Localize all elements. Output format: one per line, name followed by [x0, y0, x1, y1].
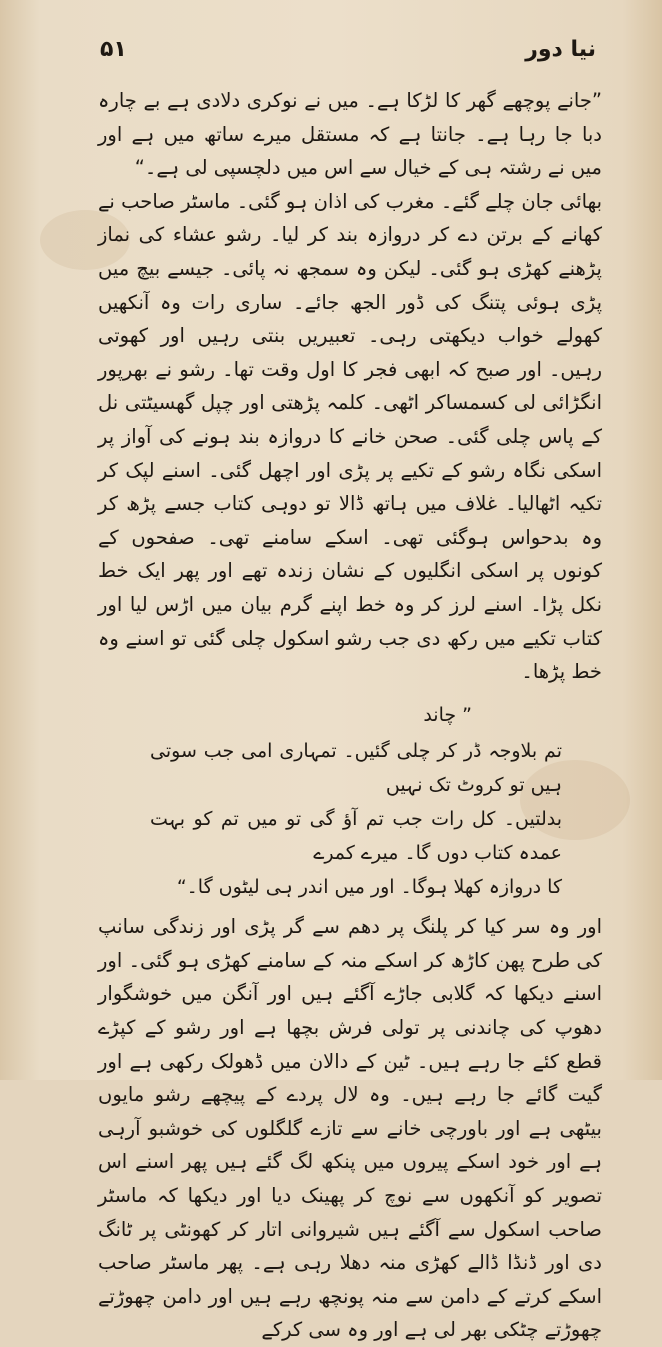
letter-line: تم بلاوجہ ڈر کر چلی گئیں۔ تمہاری امی جب سوتی ہیں تو کروٹ تک نہیں	[150, 740, 562, 797]
page-number: ۵۱	[100, 36, 127, 62]
running-header	[100, 34, 596, 64]
letter-salutation: ” چاند	[423, 703, 472, 726]
paragraph-closing: اور وہ سر کیا کر پلنگ پر دھم سے گر پڑی اور زندگی سانپ کی طرح پھن کاڑھ کر اسکے منہ کے سامنے کھڑی ہو گئی۔ اور اسنے دیکھا کہ گلابی جاڑے آگئے ہیں اور آنگن میں خوشگوار دھوپ کی چاندنی پر تولی فرش بچھا ہے اور رشو کے کپڑے قطع کئے جا رہے ہیں۔ ٹین کے دالان میں ڈھولک رکھی ہے اور گیت گائے جا رہے ہیں۔ وہ لال پردے کے پیچھے رشو مایوں بیٹھی ہے اور باورچی خانے سے تازے گلگلوں کی خوشبو آرہی ہے اور خود اسکے پیروں میں پنکھ لگ گئے ہیں پھر اسنے اس تصویر کو آنکھوں سے نوچ کر پھینک دیا اور دیکھا کہ ماسٹر صاحب اسکول سے آگئے ہیں شیروانی اتار کر کھونٹی پر ٹانگ دی اور ڈنڈا ڈالے کھڑی منہ دھلا رہی ہے۔ پھر ماسٹر صاحب اسکے کرتے کے دامن سے منہ پونچھ رہے ہیں اور دامن چھوڑتے چھوڑتے چٹکی بھر لی ہے اور وہ سی کرکے	[98, 915, 602, 1342]
letter-text	[98, 734, 602, 904]
page-body	[98, 84, 602, 1347]
paragraph-narrative: بھائی جان چلے گئے۔ مغرب کی اذان ہو گئی۔ ماسٹر صاحب نے کھانے کے برتن دے کر دروازہ بند کر لیا۔ رشو عشاء کی نماز پڑھنے کھڑی ہو گئی۔ لیکن وہ سمجھ نہ پائی۔ جیسے بیچ میں پڑی ہوئی پتنگ کی ڈور الجھ جائے۔ ساری رات وہ آنکھیں کھولے خواب دیکھتی رہی۔ تعبیریں بنتی رہیں اور کھوتی رہیں۔ اور صبح کہ ابھی فجر کا اول وقت تھا۔ رشو نے بھرپور انگڑائی لی کسمساکر اٹھی۔ کلمہ پڑھتی اور چپل گھسیٹتی نل کے پاس چلی گئی۔ صحن خانے کا دروازہ بند ہونے کی آواز پر اسکی نگاہ رشو کے تکیے پر پڑی اور اچھل گئی۔ اسنے لپک کر تکیہ اٹھالیا۔ غلاف میں ہاتھ ڈالا تو دوہی کتاب جسے پڑھ کر وہ بدحواس ہوگئی تھی۔ اسکے سامنے تھی۔ صفحوں کے کونوں پر اسکی انگلیوں کے نشان زندہ تھے اور پھر ایک خط نکل پڑا۔ اسنے لرز کر وہ خط اپنے گرم بیان میں اڑس لیا اور کتاب تکیے میں رکھ دی جب رشو اسکول چلی گئی تو اسنے وہ خط پڑھا۔	[98, 189, 602, 684]
paragraph-opening-quote: ”جانے پوچھے گھر کا لڑکا ہے۔ میں نے نوکری دلادی ہے بے چارہ دبا جا رہا ہے۔ جانتا ہے کہ مستقل میرے ساتھ میں ہے اور میں نے رشتہ ہی کے خیال سے اس میں دلچسپی لی ہے۔“	[98, 89, 602, 180]
letter-line: کا دروازہ کھلا ہوگا۔ اور میں اندر ہی لیٹوں گا۔“	[176, 876, 562, 899]
page-title: نیا دور	[525, 36, 596, 62]
letter-line: بدلتیں۔ کل رات جب تم آؤ گی تو میں تم کو بہت عمدہ کتاب دوں گا۔ میرے کمرے	[150, 808, 562, 865]
